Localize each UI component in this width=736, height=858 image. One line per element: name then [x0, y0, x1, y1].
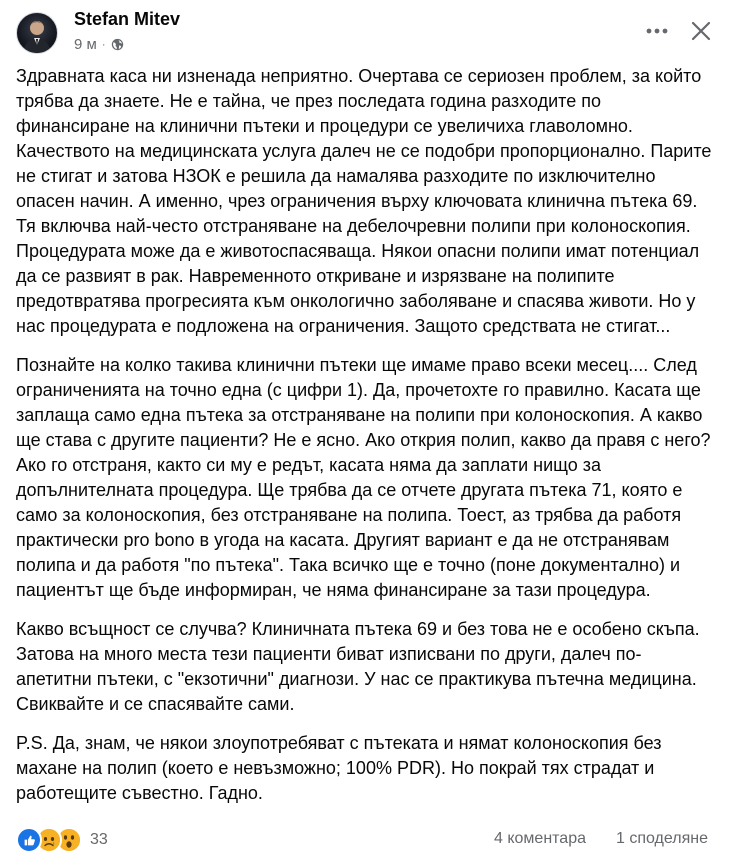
post-paragraph: Какво всъщност се случва? Клиничната пътека 69 и без това не е особено скъпа. Затова на много места тези пациенти биват изписвани по други, далеч по-апетитни пътеки, с "екзотични" диагнози. У нас се практикува пътечна медицина. Свиквайте и се спасявайте сами.: [16, 619, 700, 714]
post-paragraph: Познайте на колко такива клинични пътеки ще имаме право всеки месец.... След ограниченията на точно една (с цифри 1). Да, прочетохте го правилно. Касата ще заплаща само една пътека за отстраняване на полипи при колоноскопия. А какво ще става с другите пациенти? Не е ясно. Ако открия полип, какво да правя с него? Ако го отстраня, както си му е редът, касата няма да заплати нищо за допълнителната процедура. Ще трябва да се отчете другата пътека 71, която е само за колоноскопия, без отстраняване на полипа. Тоест, аз трябва да работя практически pro bono в угода на касата. Другият вариант е да не отстранявам полипа и да работя "по пътека". Така всичко ще е точно (поне документално) и пациентът ще бъде информиран, че няма финансиране за тази процедура.: [16, 355, 711, 600]
reaction-count[interactable]: 33: [90, 831, 108, 848]
post-header: [16, 6, 720, 62]
meta-separator: ·: [101, 38, 106, 51]
reactions-summary[interactable]: [16, 826, 108, 854]
more-horizontal-icon: [646, 28, 668, 34]
close-button[interactable]: [684, 14, 718, 48]
more-options-button[interactable]: [642, 16, 672, 46]
post-paragraph: P.S. Да, знам, че някои злоупотребяват с пътеката и нямат колоноскопия без махане на полип (което е невъзможно; 100% PDR). Но покрай тях страдат и работещите съвестно. Гадно.: [16, 733, 662, 803]
like-reaction-icon: [16, 827, 42, 853]
post-text: [16, 64, 716, 820]
post-footer: [16, 826, 724, 858]
post-time[interactable]: 9 м: [74, 36, 97, 53]
post-meta: [74, 36, 124, 53]
author-name[interactable]: Stefan Mitev: [74, 9, 181, 29]
comments-count-link[interactable]: 4 коментара: [494, 830, 586, 847]
globe-icon[interactable]: [111, 38, 124, 51]
avatar-image: [17, 13, 57, 53]
close-icon: [691, 21, 711, 41]
shares-count-link[interactable]: 1 споделяне: [616, 830, 708, 847]
avatar[interactable]: [16, 12, 58, 54]
post-paragraph: Здравната каса ни изненада неприятно. Очертава се сериозен проблем, за който трябва да знаете. Не е тайна, че през последата година разходите по финансиране на клинични пътеки и процедури се увеличиха главоломно. Качеството на медицинската услуга далеч не се подобри пропорционално. Парите не стигат и затова НЗОК е решила да намалява разходите по изключително опасен начин. А именно, чрез ограничения върху ключовата клинична пътека 69. Тя включва най-често отстраняване на дебелочревни полипи при колоноскопия. Процедурата може да е животоспасяваща. Някои опасни полипи имат потенциал да се развият в рак. Навременното откриване и изрязване на полипите предотвратява прогресията към онкологично заболяване и спасява животи. Но у нас процедурата е подложена на ограничения. Защото средствата не стигат...: [16, 66, 712, 336]
